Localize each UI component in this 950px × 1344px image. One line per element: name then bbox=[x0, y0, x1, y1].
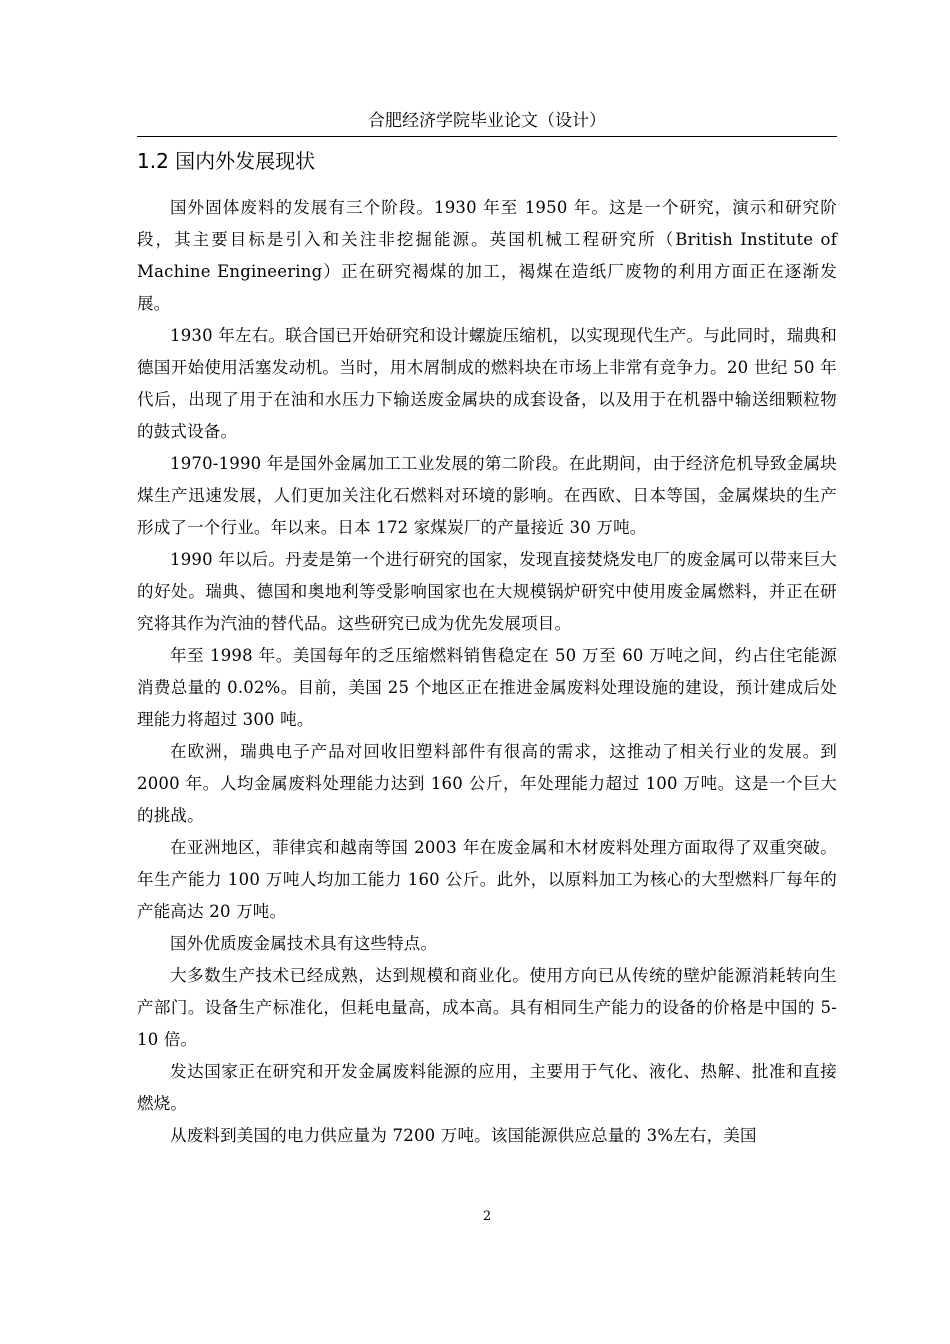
paragraph: 在欧洲，瑞典电子产品对回收旧塑料部件有很高的需求，这推动了相关行业的发展。到 2000 年。人均金属废料处理能力达到 160 公斤，年处理能力超过 100 万吨。这是一个巨大的挑战。 bbox=[137, 742, 837, 825]
paragraph: 国外固体废料的发展有三个阶段。1930 年至 1950 年。这是一个研究，演示和研究阶段，其主要目标是引入和关注非挖掘能源。英国机械工程研究所（British Institute of Machine Engineering）正在研究褐煤的加工，褐煤在造纸厂废物的利用方面正在逐渐发展。 bbox=[137, 198, 837, 313]
body-text bbox=[137, 192, 837, 1152]
paragraph: 1930 年左右。联合国已开始研究和设计螺旋压缩机，以实现现代生产。与此同时，瑞典和德国开始使用活塞发动机。当时，用木屑制成的燃料块在市场上非常有竞争力。20 世纪 50 年代后，出现了用于在油和水压力下输送废金属块的成套设备，以及用于在机器中输送细颗粒物的鼓式设备。 bbox=[137, 326, 837, 441]
paragraph: 从废料到美国的电力供应量为 7200 万吨。该国能源供应总量的 3%左右，美国 bbox=[170, 1126, 757, 1145]
paragraph: 1970-1990 年是国外金属加工工业发展的第二阶段。在此期间，由于经济危机导致金属块煤生产迅速发展，人们更加关注化石燃料对环境的影响。在西欧、日本等国，金属煤块的生产形成了一个行业。年以来。日本 172 家煤炭厂的产量接近 30 万吨。 bbox=[137, 454, 837, 537]
paragraph: 大多数生产技术已经成熟，达到规模和商业化。使用方向已从传统的壁炉能源消耗转向生产部门。设备生产标准化，但耗电量高，成本高。具有相同生产能力的设备的价格是中国的 5-10 倍。 bbox=[137, 966, 837, 1049]
header-rule bbox=[137, 136, 837, 137]
paragraph: 年至 1998 年。美国每年的乏压缩燃料销售稳定在 50 万至 60 万吨之间，约占住宅能源消费总量的 0.02%。目前，美国 25 个地区正在推进金属废料处理设施的建设，预计建成后处理能力将超过 300 吨。 bbox=[137, 646, 837, 729]
running-header: 合肥经济学院毕业论文（设计） bbox=[368, 111, 606, 131]
paragraph: 发达国家正在研究和开发金属废料能源的应用，主要用于气化、液化、热解、批准和直接燃烧。 bbox=[137, 1062, 837, 1113]
paragraph: 1990 年以后。丹麦是第一个进行研究的国家，发现直接焚烧发电厂的废金属可以带来巨大的好处。瑞典、德国和奥地利等受影响国家也在大规模锅炉研究中使用废金属燃料，并正在研究将其作为汽油的替代品。这些研究已成为优先发展项目。 bbox=[137, 550, 837, 633]
page-number: 2 bbox=[482, 1209, 492, 1224]
paragraph: 在亚洲地区，菲律宾和越南等国 2003 年在废金属和木材废料处理方面取得了双重突破。年生产能力 100 万吨人均加工能力 160 公斤。此外，以原料加工为核心的大型燃料厂每年的产能高达 20 万吨。 bbox=[137, 838, 837, 921]
section-heading: 1.2 国内外发展现状 bbox=[137, 149, 316, 173]
paragraph: 国外优质废金属技术具有这些特点。 bbox=[170, 934, 438, 953]
